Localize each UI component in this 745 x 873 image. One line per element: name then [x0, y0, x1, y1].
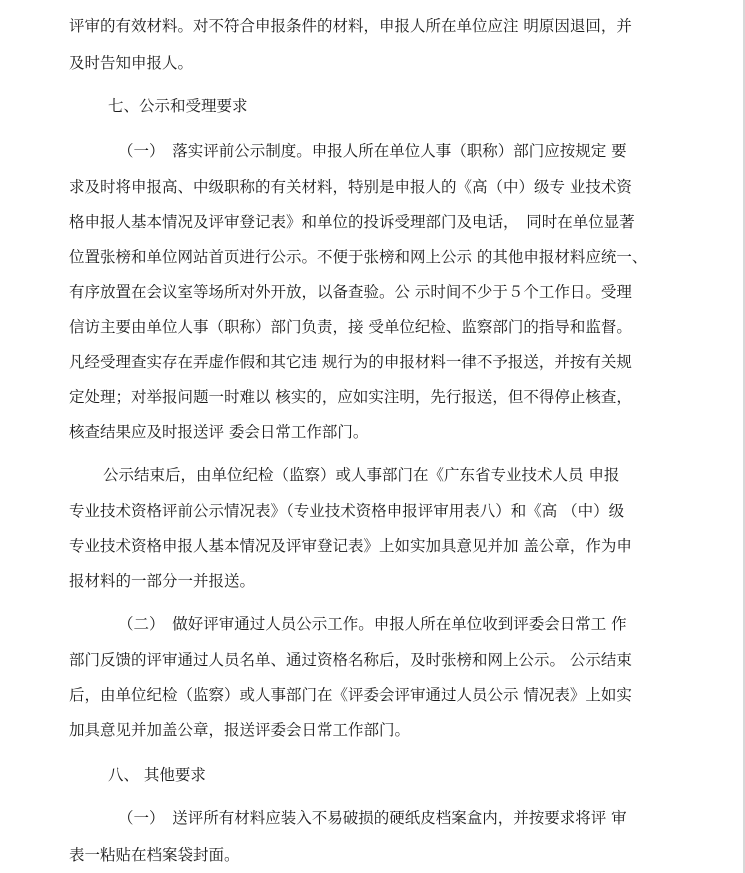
- text-line: 后，由单位纪检（监察）或人事部门在《评委会评审通过人员公示 情况表》上如实: [69, 686, 632, 704]
- text-line: 部门反馈的评审通过人员名单、通过资格名称后，及时张榜和网上公示。 公示结束: [69, 651, 632, 669]
- text-line: 表一粘贴在档案袋封面。: [69, 846, 240, 864]
- text-line: 加具意见并加盖公章，报送评委会日常工作部门。: [69, 721, 411, 739]
- text-line: （二） 做好评审通过人员公示工作。申报人所在单位收到评委会日常工 作: [118, 615, 627, 633]
- text-line: 及时告知申报人。: [69, 54, 194, 72]
- section-heading: 八、 其他要求: [108, 766, 206, 784]
- text-line: 专业技术资格评前公示情况表》（专业技术资格申报评审用表八）和《高 （中）级: [69, 502, 625, 520]
- text-line: 专业技术资格申报人基本情况及评审登记表》上如实加具意见并加 盖公章，作为申: [69, 537, 632, 555]
- text-line: 求及时将申报高、中级职称的有关材料，特别是申报人的《高（中）级专 业技术资: [69, 178, 632, 196]
- text-line: 格申报人基本情况及评审登记表》和单位的投诉受理部门及电话， 同时在单位显著: [69, 213, 635, 231]
- text-line: 位置张榜和单位网站首页进行公示。不便于张榜和网上公示 的其他申报材料应统一、: [69, 248, 648, 266]
- text-line: （一） 落实评前公示制度。申报人所在单位人事（职称）部门应按规定 要: [118, 142, 627, 160]
- text-line: 定处理；对举报问题一时难以 核实的，应如实注明，先行报送，但不得停止核查，: [69, 388, 632, 406]
- text-line: 信访主要由单位人事（职称）部门负责，接 受单位纪检、监察部门的指导和监督。: [69, 318, 632, 336]
- text-line: 核查结果应及时报送评 委会日常工作部门。: [69, 423, 369, 441]
- text-line: 凡经受理查实存在弄虚作假和其它违 规行为的申报材料一律不予报送，并按有关规: [69, 353, 632, 371]
- text-line: 报材料的一部分一并报送。: [69, 572, 256, 590]
- text-line: 公示结束后，由单位纪检（监察）或人事部门在《广东省专业技术人员 申报: [103, 466, 620, 484]
- text-line: （一） 送评所有材料应装入不易破损的硬纸皮档案盒内，并按要求将评 审: [118, 809, 627, 827]
- text-line: 评审的有效材料。对不符合申报条件的材料，申报人所在单位应注 明原因退回，并: [69, 17, 632, 35]
- text-line: 有序放置在会议室等场所对外开放，以备查验。公 示时间不少于５个工作日。受理: [69, 283, 632, 301]
- section-heading: 七、公示和受理要求: [108, 97, 248, 115]
